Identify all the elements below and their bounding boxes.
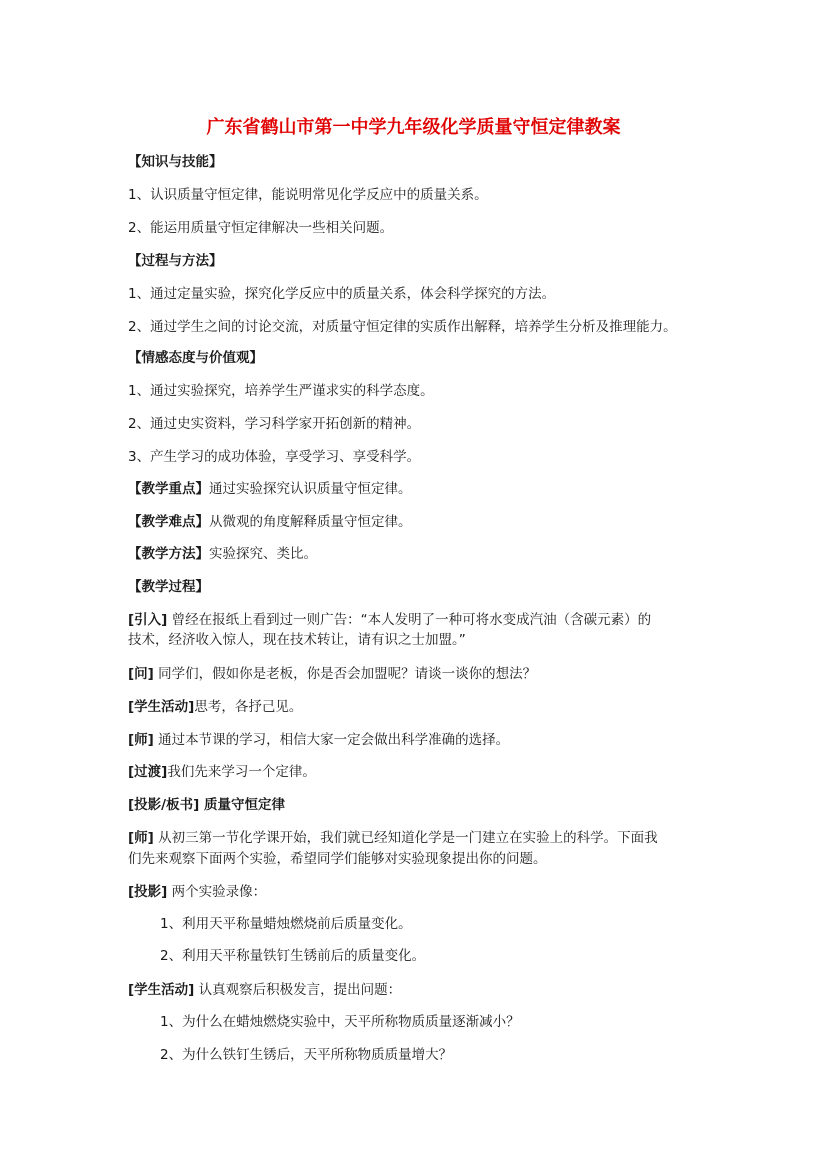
section-heading-knowledge: 【知识与技能】 <box>128 154 223 170</box>
section-heading-teaching-process: 【教学过程】 <box>128 579 209 595</box>
projection-tag: [投影] <box>128 884 168 900</box>
teacher-paragraph-2 <box>128 829 658 847</box>
student-activity-1 <box>128 698 302 716</box>
projection-board-tag: [投影/板书] <box>128 797 200 813</box>
section-heading-attitude: 【情感态度与价值观】 <box>128 350 263 366</box>
teaching-difficulty-tag: 【教学难点】 <box>128 514 209 530</box>
document-title: 广东省鹤山市第一中学九年级化学质量守恒定律教案 <box>206 117 621 138</box>
intro-continuation: 技术，经济收入惊人，现在技术转让，请有识之士加盟。” <box>128 632 466 648</box>
teaching-focus-text: 通过实验探究认识质量守恒定律。 <box>209 481 412 497</box>
student-activity-1-text: 思考，各抒己见。 <box>194 699 303 715</box>
transition-text: 我们先来学习一个定律。 <box>167 764 316 780</box>
attitude-item-1: 1、通过实验探究，培养学生严谨求实的科学态度。 <box>128 383 434 399</box>
teacher-2-continuation: 们先来观察下面两个实验，希望同学们能够对实验现象提出你的问题。 <box>128 851 547 867</box>
knowledge-item-2: 2、能运用质量守恒定律解决一些相关问题。 <box>128 220 394 236</box>
teaching-method <box>128 545 317 563</box>
teaching-difficulty <box>128 513 412 531</box>
question-item-1: 1、为什么在蜡烛燃烧实验中，天平所称物质质量逐渐减小？ <box>160 1014 520 1030</box>
teaching-method-text: 实验探究、类比。 <box>209 546 317 562</box>
teaching-focus <box>128 480 412 498</box>
experiment-item-2: 2、利用天平称量铁钉生锈前后的质量变化。 <box>160 948 426 964</box>
question-text: 同学们，假如你是老板，你是否会加盟呢？请谈一谈你的想法？ <box>153 666 537 682</box>
student-activity-2 <box>128 981 401 999</box>
experiment-item-1: 1、利用天平称量蜡烛燃烧前后质量变化。 <box>160 916 412 932</box>
intro-tag: [引入] <box>128 612 168 628</box>
transition-paragraph <box>128 763 316 781</box>
question-item-2: 2、为什么铁钉生锈后，天平所称物质质量增大？ <box>160 1047 453 1063</box>
teaching-difficulty-text: 从微观的角度解释质量守恒定律。 <box>209 514 412 530</box>
teaching-focus-tag: 【教学重点】 <box>128 481 209 497</box>
teacher-2-tag: [师] <box>128 830 154 846</box>
section-heading-process: 【过程与方法】 <box>128 253 223 269</box>
attitude-item-3: 3、产生学习的成功体验，享受学习、享受科学。 <box>128 449 421 465</box>
projection-board-text: 质量守恒定律 <box>199 797 285 813</box>
intro-paragraph <box>128 611 651 629</box>
teacher-2-text: 从初三第一节化学课开始，我们就已经知道化学是一门建立在实验上的科学。下面我 <box>153 830 658 846</box>
teacher-paragraph-1 <box>128 731 509 749</box>
process-item-1: 1、通过定量实验，探究化学反应中的质量关系，体会科学探究的方法。 <box>128 286 556 302</box>
question-paragraph <box>128 665 536 683</box>
student-activity-2-tag: [学生活动] <box>128 982 195 998</box>
knowledge-item-1: 1、认识质量守恒定律，能说明常见化学反应中的质量关系。 <box>128 187 488 203</box>
attitude-item-2: 2、通过史实资料，学习科学家开拓创新的精神。 <box>128 416 421 432</box>
projection-text: 两个实验录像： <box>167 884 267 900</box>
student-activity-1-tag: [学生活动] <box>128 699 195 715</box>
teacher-1-text: 通过本节课的学习，相信大家一定会做出科学准确的选择。 <box>153 732 510 748</box>
teacher-1-tag: [师] <box>128 732 154 748</box>
intro-text: 曾经在报纸上看到过一则广告：“本人发明了一种可将水变成汽油（含碳元素）的 <box>167 612 652 628</box>
teaching-method-tag: 【教学方法】 <box>128 546 209 562</box>
projection-board-heading <box>128 796 285 814</box>
process-item-2: 2、通过学生之间的讨论交流，对质量守恒定律的实质作出解释，培养学生分析及推理能力。 <box>128 319 677 335</box>
transition-tag: [过渡] <box>128 764 168 780</box>
student-activity-2-text: 认真观察后积极发言，提出问题： <box>194 982 402 998</box>
projection-paragraph <box>128 883 266 901</box>
question-tag: [问] <box>128 666 154 682</box>
